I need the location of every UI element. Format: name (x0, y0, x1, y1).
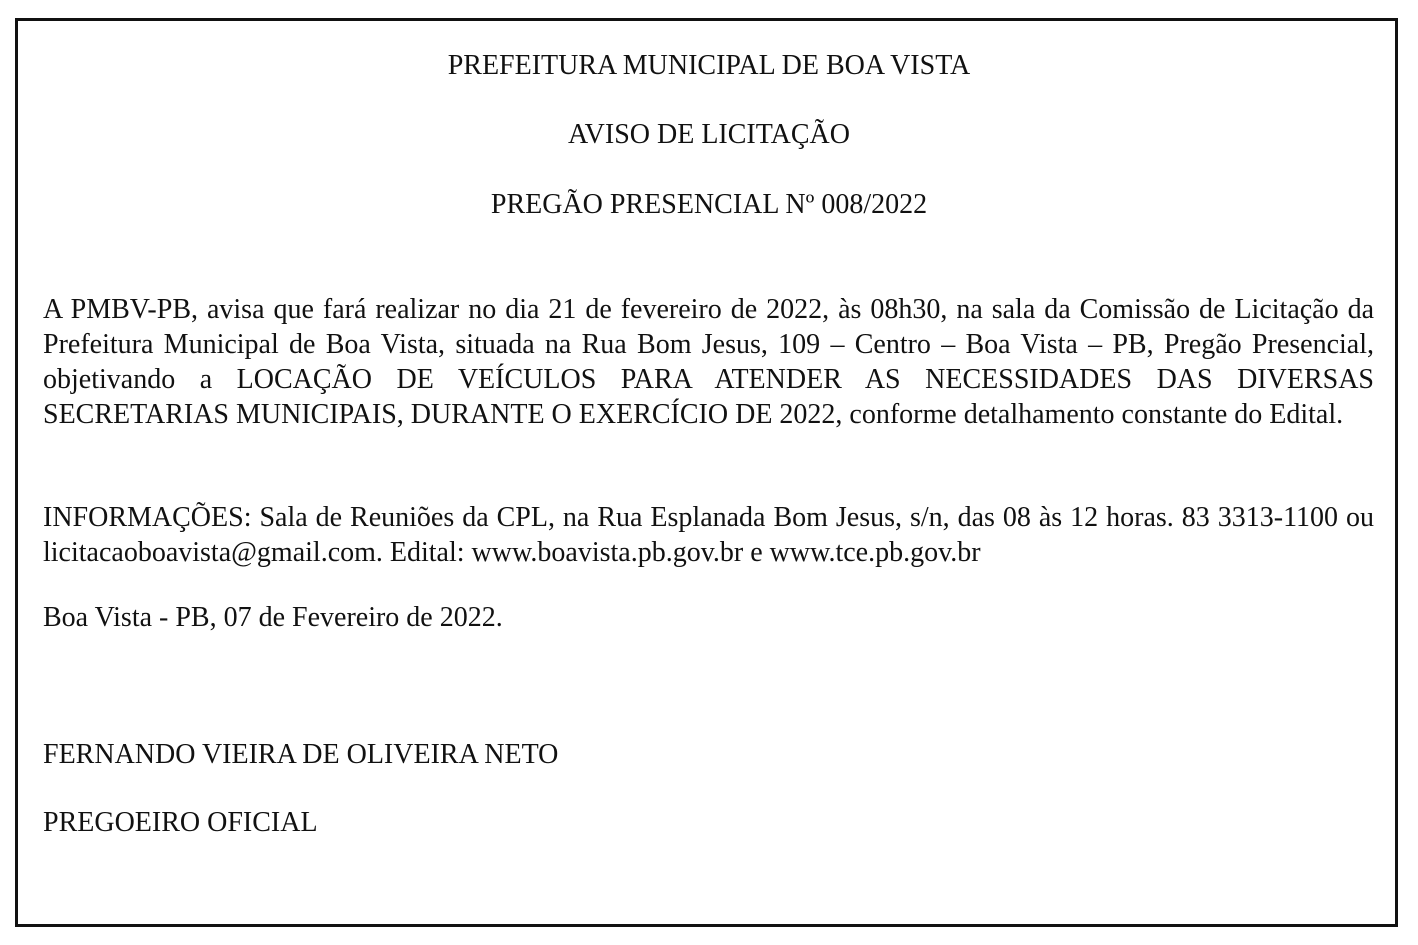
notice-title: AVISO DE LICITAÇÃO (568, 119, 850, 150)
notice-border (15, 18, 1398, 927)
info-paragraph: INFORMAÇÕES: Sala de Reuniões da CPL, na Rua Esplanada Bom Jesus, s/n, das 08 às 12 horas. 83 3313-1100 ou licitacaoboavista@gmail.com. Edital: www.boavista.pb.gov.br e www.tce.pb.gov.br (43, 502, 1374, 568)
main-paragraph: A PMBV-PB, avisa que fará realizar no dia 21 de fevereiro de 2022, às 08h30, na sala da Comissão de Licitação da Prefeitura Municipal de Boa Vista, situada na Rua Bom Jesus, 109 – Centro – Boa Vista – PB, Pregão Presencial, objetivando a LOCAÇÃO DE VEÍCULOS PARA ATENDER AS NECESSIDADES DAS DIVERSAS SECRETARIAS MUNICIPAIS, DURANTE O EXERCÍCIO DE 2022, conforme detalhamento constante do Edital. (43, 294, 1374, 430)
signatory-role: PREGOEIRO OFICIAL (43, 807, 318, 838)
procedure-title: PREGÃO PRESENCIAL Nº 008/2022 (490, 189, 928, 220)
organization-title: PREFEITURA MUNICIPAL DE BOA VISTA (447, 50, 971, 81)
place-date: Boa Vista - PB, 07 de Fevereiro de 2022. (43, 602, 503, 633)
signatory-name: FERNANDO VIEIRA DE OLIVEIRA NETO (43, 739, 559, 770)
